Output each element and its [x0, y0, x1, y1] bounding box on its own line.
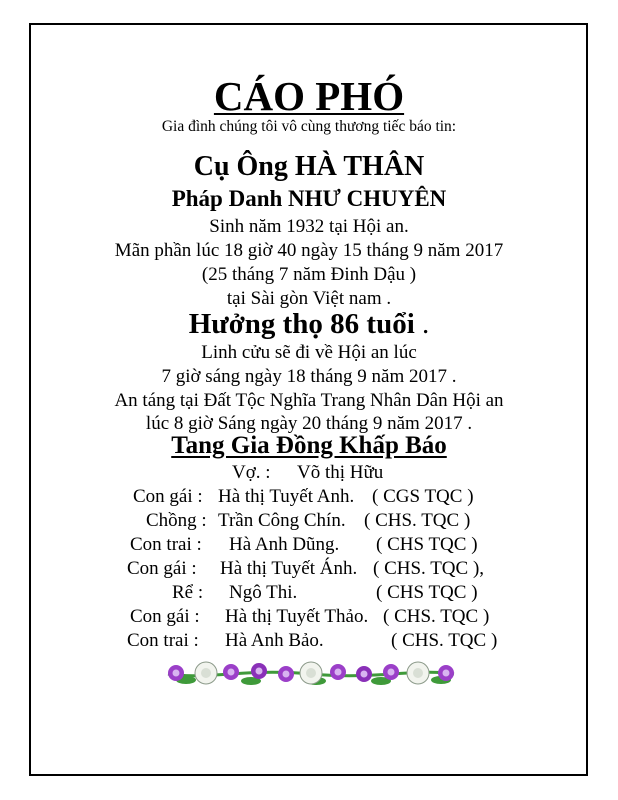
- member-name: Võ thị Hữu: [297, 462, 384, 483]
- family-heading: Tang Gia Đồng Khấp Báo: [171, 432, 447, 459]
- dharma-name: Pháp Danh NHƯ CHUYÊN: [171, 186, 447, 211]
- age-line: [0, 308, 618, 341]
- member-name: Hà Anh Bảo.: [225, 630, 324, 651]
- member-relation: Rể :: [172, 582, 204, 603]
- member-name: Hà thị Tuyết Anh.: [218, 486, 355, 507]
- lunar-date-line: (25 tháng 7 năm Đinh Dậu ): [201, 264, 417, 285]
- member-note: ( CHS. TQC ): [364, 510, 471, 531]
- flower-border-decoration: [166, 660, 456, 688]
- member-note: ( CGS TQC ): [372, 486, 474, 507]
- member-relation: Chồng :: [146, 510, 207, 531]
- member-note: ( CHS. TQC ): [383, 606, 490, 627]
- member-name: Ngô Thi.: [229, 582, 298, 603]
- member-relation: Con trai :: [127, 630, 199, 651]
- flower-garland: [168, 662, 454, 685]
- member-relation: Con gái :: [127, 558, 197, 579]
- member-name: Trần Công Chín.: [218, 510, 346, 531]
- birth-line: Sinh năm 1932 tại Hội an.: [209, 216, 409, 237]
- funeral-line-1: Linh cửu sẽ đi về Hội an lúc: [201, 342, 417, 363]
- passed-line: Mãn phần lúc 18 giờ 40 ngày 15 tháng 9 năm 2017: [114, 240, 504, 261]
- member-note: ( CHS TQC ): [376, 534, 478, 555]
- member-name: Hà thị Tuyết Thảo.: [225, 606, 369, 627]
- member-name: Hà Anh Dũng.: [229, 534, 340, 555]
- member-relation: Con gái :: [130, 606, 200, 627]
- deceased-name: Cụ Ông HÀ THÂN: [193, 151, 425, 182]
- member-note: ( CHS. TQC ): [391, 630, 498, 651]
- member-name: Hà thị Tuyết Ánh.: [220, 558, 358, 579]
- document-title: CÁO PHÓ: [213, 73, 405, 119]
- intro-text: Gia đình chúng tôi vô cùng thương tiếc báo tin:: [161, 118, 457, 135]
- member-relation: Con gái :: [133, 486, 203, 507]
- burial-line-2: lúc 8 giờ Sáng ngày 20 tháng 9 năm 2017 .: [145, 413, 473, 434]
- age-label: Hưởng thọ 86 tuổi: [188, 308, 415, 340]
- funeral-line-2: 7 giờ sáng ngày 18 tháng 9 năm 2017 .: [161, 366, 457, 387]
- age-suffix: .: [414, 308, 430, 340]
- place-line: tại Sài gòn Việt nam .: [226, 288, 392, 309]
- member-note: ( CHS TQC ): [376, 582, 478, 603]
- member-relation: Con trai :: [130, 534, 202, 555]
- member-note: ( CHS. TQC ),: [373, 558, 485, 579]
- member-relation: Vợ. :: [232, 462, 271, 483]
- burial-line-1: An táng tại Đất Tộc Nghĩa Trang Nhân Dân Hội an: [114, 390, 504, 411]
